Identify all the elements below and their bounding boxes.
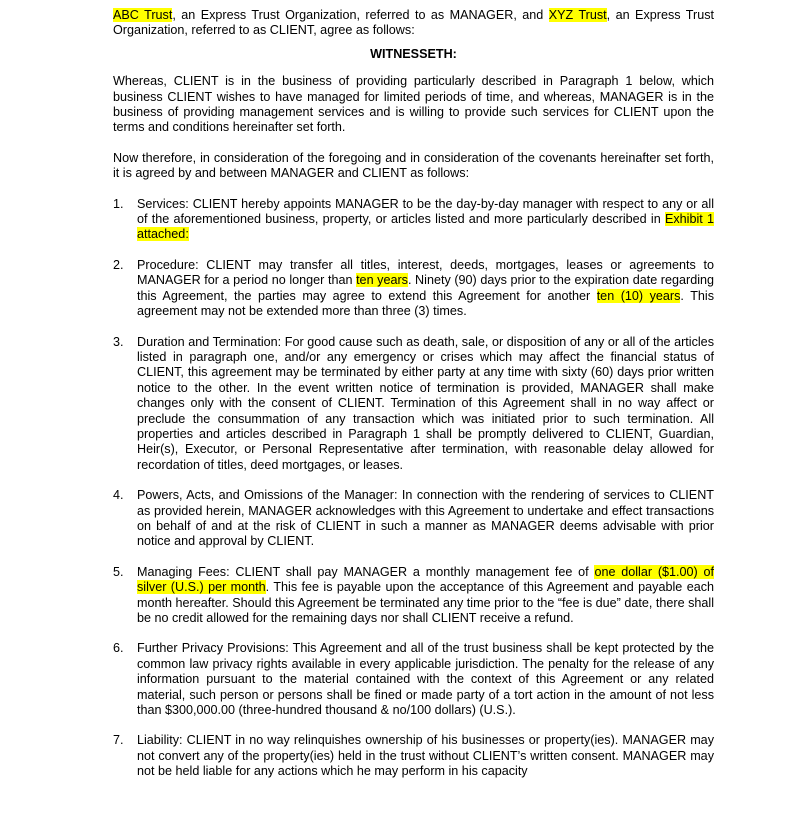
clause-privacy — [113, 641, 714, 718]
clause-text: Liability: CLIENT in no way relinquishes ownership of his businesses or property(ies). MANAGER may not convert any of the property(ies) held in the trust without CLIENT’s written consent. MANAGER may not be held liable for any actions which he may perform in his capacity — [137, 733, 714, 779]
clause-number: 6. — [113, 641, 124, 656]
highlight-exhibit: Exhibit 1 attached: — [137, 212, 714, 242]
clause-number: 7. — [113, 733, 124, 748]
party-xyz-trust: XYZ Trust — [548, 8, 607, 22]
highlight-ten-10-years: ten (10) years — [596, 288, 681, 303]
clause-managing-fees — [113, 565, 714, 627]
clause-liability — [113, 733, 714, 779]
whereas-paragraph: Whereas, CLIENT is in the business of providing particularly described in Paragraph 1 below, which business CLIENT wishes to have managed for limited periods of time, and whereas, MANAGER is in the business of providing management services and is willing to provide such services for CLIENT upon the terms and conditions hereinafter set forth. — [113, 74, 714, 135]
clause-text: Managing Fees: CLIENT shall pay MANAGER a monthly management fee of — [137, 564, 595, 579]
document-body — [113, 8, 714, 795]
party-abc-trust: ABC Trust — [113, 8, 173, 22]
clause-number: 3. — [113, 334, 124, 349]
clause-procedure — [113, 258, 714, 320]
clause-services — [113, 197, 714, 243]
clause-number: 4. — [113, 488, 124, 503]
clause-text: Powers, Acts, and Omissions of the Manager: In connection with the rendering of services to CLIENT as provided herein, MANAGER acknowledges with this Agreement to undertake and effect transactions on behalf of and at the risk of CLIENT in such a manner as MANAGER deems advisable with prior notice and approval by CLIENT. — [137, 488, 714, 549]
clause-text: Services: CLIENT hereby appoints MANAGER to be the day-by-day manager with respect to any or all of the aforementioned business, property, or articles listed and more particularly described in — [137, 196, 714, 227]
intro-paragraph — [113, 8, 714, 39]
clause-text: Further Privacy Provisions: This Agreement and all of the trust business shall be kept protected by the common law privacy rights available in every applicable jurisdiction. The penalty for the release of any information pursuant to the material contained with the context of this Agreement or any related material, such person or persons shall be fined or made party of a tort action in the amount of not less than $300,000.00 (three-hundred thousand & no/100 dollars) (U.S.). — [137, 641, 714, 718]
clause-number: 1. — [113, 196, 124, 211]
clause-text: . Ninety (90) days prior to the expiration date regarding this Agreement, the parties may agree to extend this Agreement for another — [137, 273, 715, 303]
clause-number: 5. — [113, 564, 124, 579]
clause-duration-termination — [113, 335, 714, 474]
clause-list — [113, 197, 714, 780]
section-title: WITNESSETH: — [370, 46, 457, 61]
clause-powers-acts — [113, 488, 714, 550]
intro-text-1: , an Express Trust Organization, referred to as MANAGER, and — [172, 8, 549, 22]
clause-text: . This agreement may not be extended more than three (3) times. — [137, 288, 714, 319]
highlight-ten-years: ten years — [356, 273, 408, 288]
clause-text: Procedure: CLIENT may transfer all titles, interest, deeds, mortgages, leases or agreements to MANAGER for a period no longer than — [137, 257, 714, 288]
clause-text: . This fee is payable upon the acceptance of this Agreement and payable each month hereafter. Should this Agreement be terminated any time prior to the “fee is due” date, there shall be no credit allowed for the remaining days nor shall CLIENT receive a refund. — [137, 580, 715, 625]
highlight-fee: one dollar ($1.00) of silver (U.S.) per month — [137, 564, 715, 595]
clause-number: 2. — [113, 257, 124, 272]
clause-text: Duration and Termination: For good cause such as death, sale, or disposition of any or all of the articles listed in paragraph one, and/or any emergency or crises which may affect the financial status of CLIENT, this agreement may be terminated by either party at any time with sixty (60) days prior written notice to the other. In the event written notice of termination is provided, MANAGER shall make changes only with the consent of CLIENT. Termination of this Agreement shall in no way affect or preclude the consummation of any transaction which was initiated prior to such termination. All properties and articles described in Paragraph 1 shall be promptly delivered to CLIENT, Guardian, Heir(s), Executor, or Personal Representative after termination, with reasonable delay allowed for recordation of titles, deed mortgages, or leases. — [137, 334, 714, 472]
intro-text-2: , an Express Trust Organization, referred to as CLIENT, agree as follows: — [113, 8, 714, 38]
now-therefore-paragraph: Now therefore, in consideration of the foregoing and in consideration of the covenants hereinafter set forth, it is agreed by and between MANAGER and CLIENT as follows: — [113, 150, 714, 181]
